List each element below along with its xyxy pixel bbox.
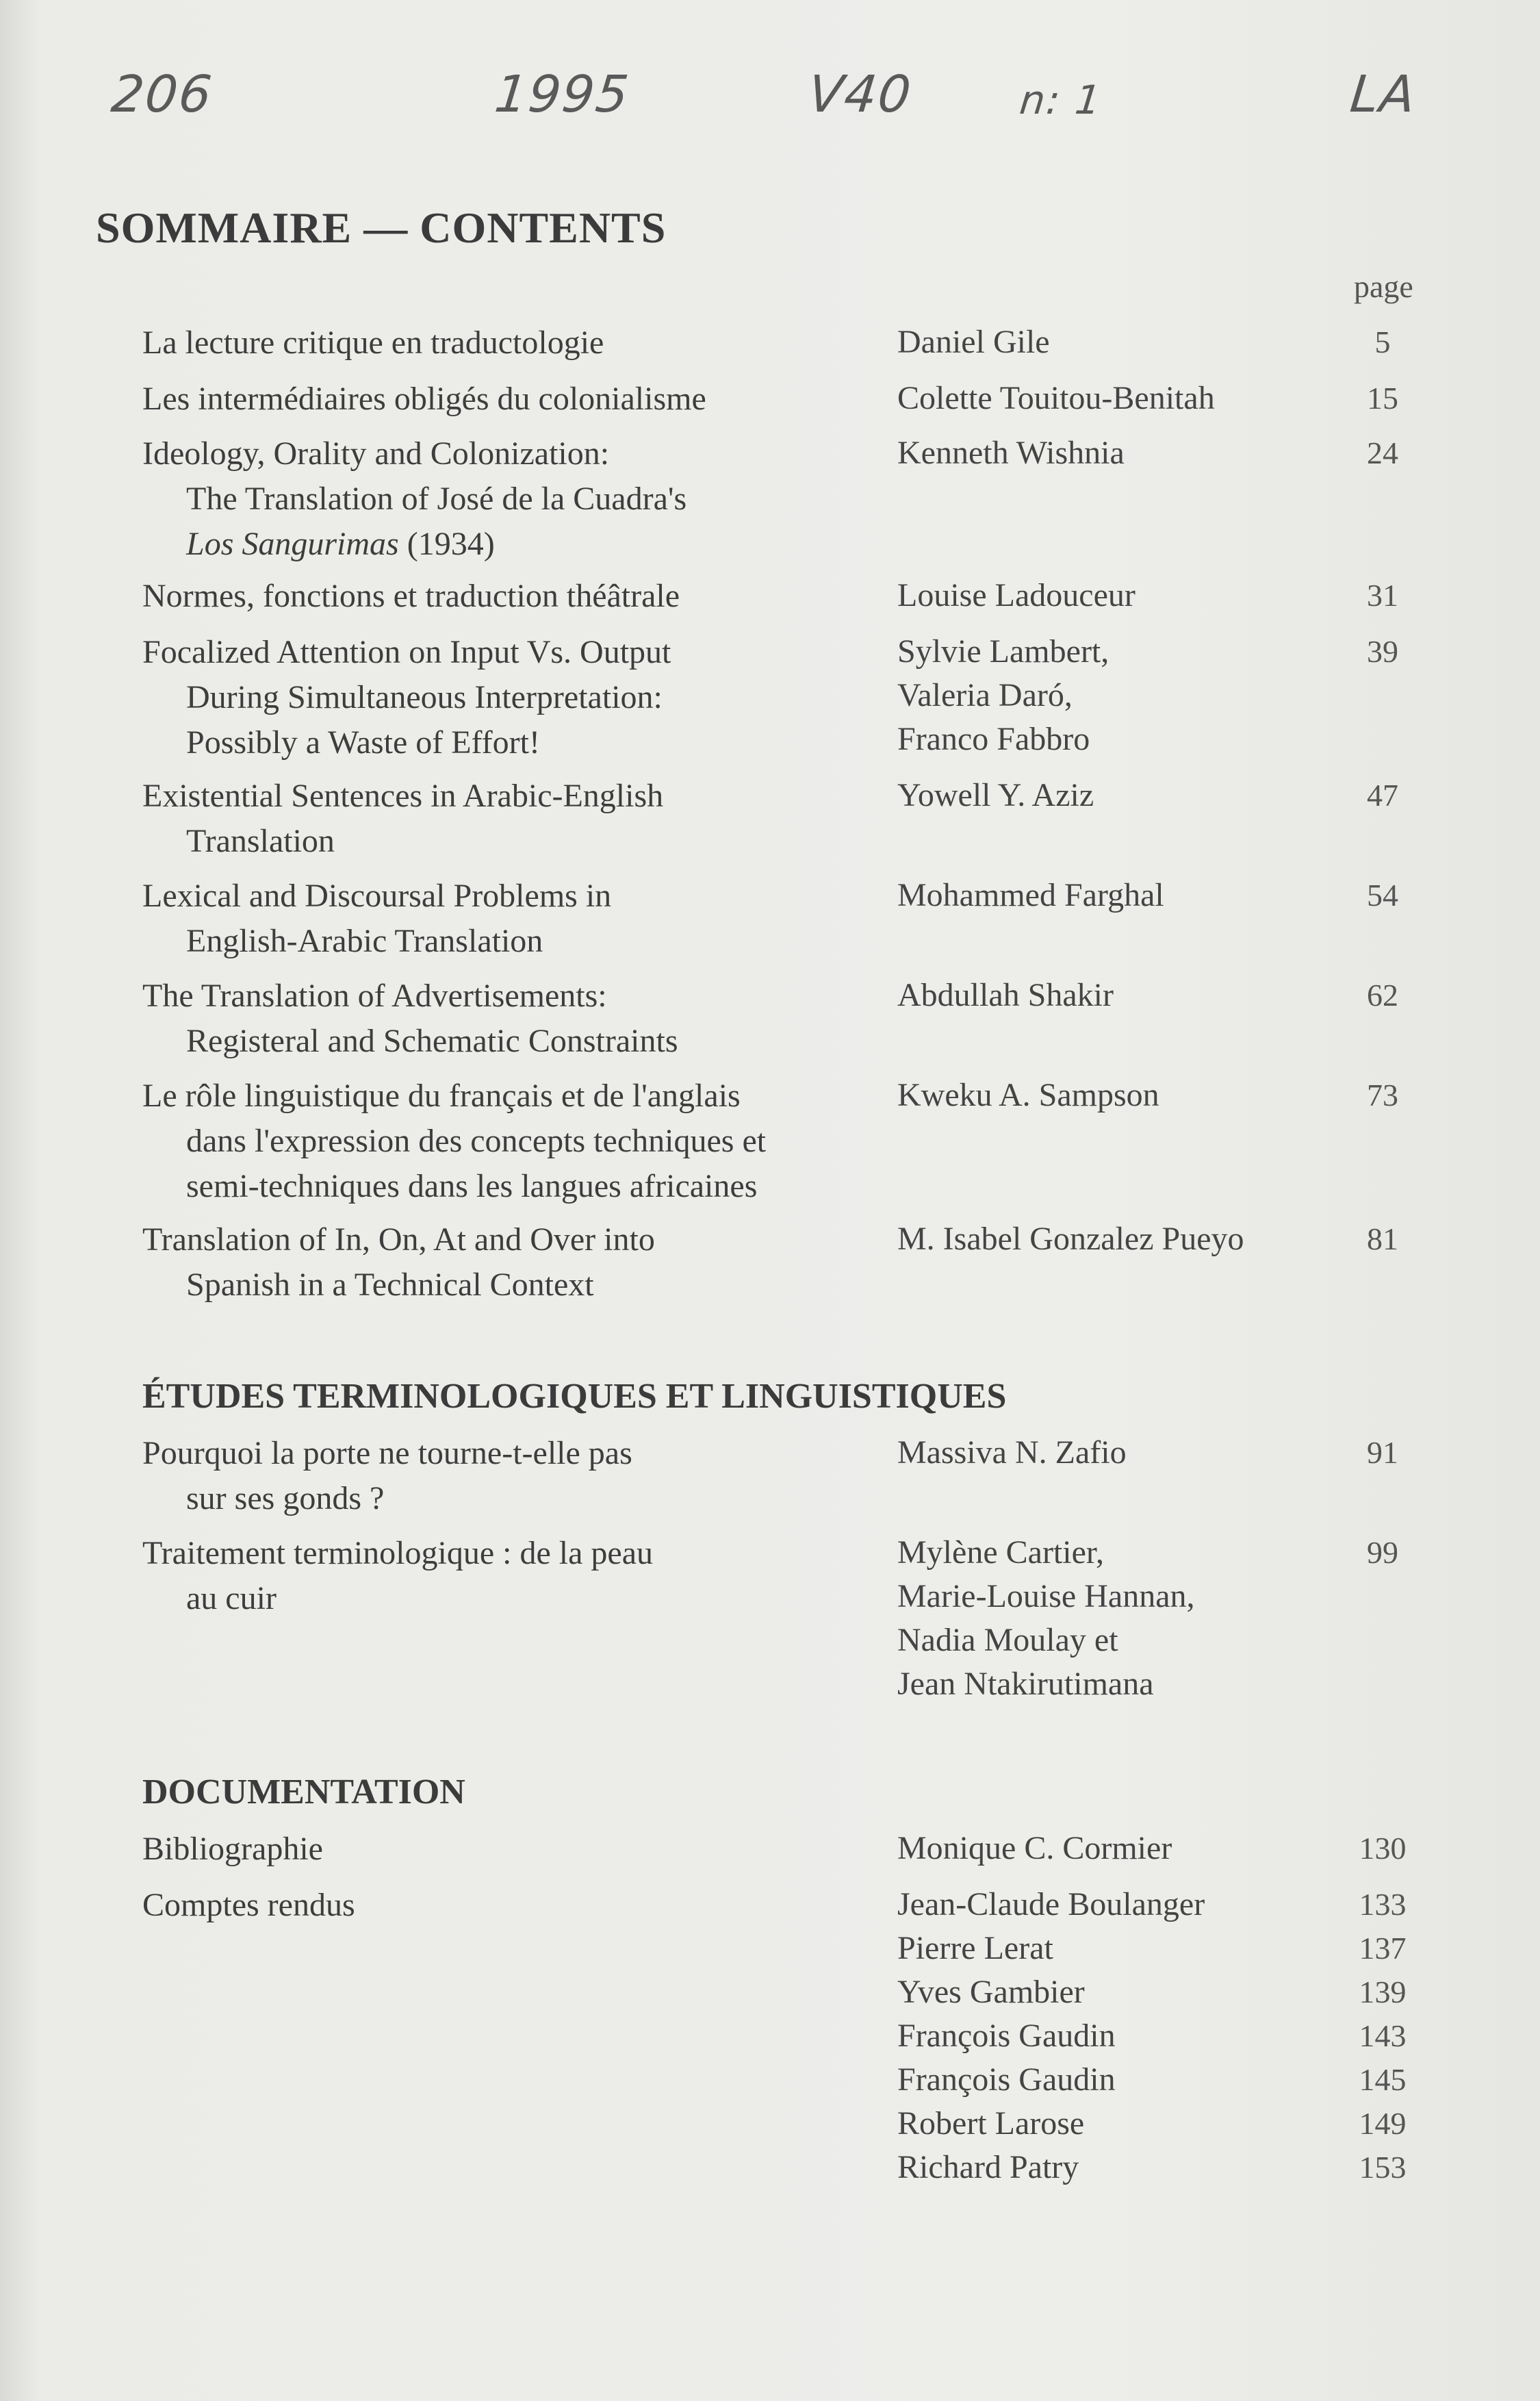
- entry-authors: [897, 431, 1335, 475]
- page-number: 39: [1367, 634, 1398, 669]
- page-number: 153: [1359, 2150, 1407, 2185]
- entry-page: [1342, 320, 1424, 364]
- entry-title: [142, 574, 868, 619]
- page-number: 91: [1367, 1435, 1398, 1470]
- entry-title: [142, 320, 868, 366]
- page-number: 54: [1367, 878, 1398, 913]
- page-number: 133: [1359, 1887, 1407, 1922]
- author: François Gaudin: [897, 2018, 1116, 2054]
- title-line: Translation: [186, 823, 335, 859]
- entry-page: [1342, 630, 1424, 674]
- entry-authors: [897, 1883, 1335, 2189]
- title-line: The Translation of Advertisements:: [142, 978, 607, 1014]
- entry-title: [142, 630, 868, 765]
- page-number: 73: [1367, 1078, 1398, 1113]
- entry-authors: [897, 574, 1335, 618]
- author: Louise Ladouceur: [897, 577, 1135, 613]
- title-line: Traitement terminologique : de la peau: [142, 1535, 654, 1571]
- page-title: SOMMAIRE — CONTENTS: [96, 203, 667, 252]
- author: Richard Patry: [897, 2149, 1079, 2185]
- entry-title: [142, 1883, 868, 1928]
- entry-authors: [897, 874, 1335, 917]
- entry-authors: [897, 1531, 1335, 1706]
- page-number: 137: [1359, 1931, 1407, 1966]
- entry-title: [142, 774, 868, 864]
- title-line: semi-techniques dans les langues africaines: [186, 1168, 758, 1204]
- page-number: 62: [1367, 978, 1398, 1013]
- author: Nadia Moulay et: [897, 1622, 1118, 1658]
- title-line: Focalized Attention on Input Vs. Output: [142, 634, 671, 670]
- page-column-label: page: [1354, 269, 1413, 304]
- title-line: dans l'expression des concepts techniques et: [186, 1123, 767, 1159]
- handwritten-note: V40: [805, 65, 915, 124]
- title-line: Normes, fonctions et traduction théâtrale: [142, 578, 680, 614]
- title-line: Le rôle linguistique du français et de l'anglais: [142, 1078, 741, 1114]
- entry-authors: [897, 377, 1335, 420]
- title-line: English-Arabic Translation: [186, 923, 543, 959]
- entry-page: [1342, 1217, 1424, 1261]
- page-number: 47: [1367, 778, 1398, 813]
- page-number: 149: [1359, 2106, 1407, 2141]
- section-heading: DOCUMENTATION: [142, 1773, 465, 1812]
- title-line: [142, 522, 868, 567]
- author: Monique C. Cormier: [897, 1830, 1172, 1866]
- title-line: Comptes rendus: [142, 1887, 355, 1923]
- author: Mohammed Farghal: [897, 877, 1164, 913]
- handwritten-note: LA: [1347, 65, 1420, 124]
- author: Jean Ntakirutimana: [897, 1666, 1154, 1702]
- page-number: 143: [1359, 2018, 1407, 2053]
- title-line: La lecture critique en traductologie: [142, 325, 604, 361]
- author: Colette Touitou-Benitah: [897, 380, 1215, 416]
- title-line: sur ses gonds ?: [186, 1480, 385, 1516]
- page-number: 139: [1359, 1974, 1407, 2009]
- page-number: 31: [1367, 578, 1398, 613]
- author: M. Isabel Gonzalez Pueyo: [897, 1221, 1244, 1257]
- title-italic: Los Sangurimas: [186, 526, 399, 562]
- title-line: During Simultaneous Interpretation:: [186, 679, 663, 715]
- page-number: 15: [1367, 381, 1398, 416]
- author: Marie-Louise Hannan,: [897, 1578, 1195, 1614]
- entry-authors: [897, 1827, 1335, 1870]
- entry-authors: [897, 1217, 1335, 1261]
- entry-title: [142, 1827, 868, 1872]
- author: Valeria Daró,: [897, 677, 1073, 713]
- entry-page: [1342, 874, 1424, 917]
- handwritten-note: n: 1: [1017, 77, 1105, 123]
- entry-title: [142, 874, 868, 964]
- title-line: au cuir: [186, 1580, 277, 1616]
- author: Sylvie Lambert,: [897, 633, 1109, 670]
- handwritten-note: 1995: [491, 65, 633, 124]
- entry-page: [1342, 1827, 1424, 1870]
- title-line: Les intermédiaires obligés du colonialisme: [142, 381, 706, 417]
- author: Robert Larose: [897, 2105, 1085, 2142]
- title-line: Lexical and Discoursal Problems in: [142, 878, 612, 914]
- entry-title: [142, 1217, 868, 1308]
- entry-title: [142, 1074, 868, 1209]
- entry-title: [142, 377, 868, 422]
- title-line: Pourquoi la porte ne tourne-t-elle pas: [142, 1435, 632, 1471]
- entry-authors: [897, 630, 1335, 761]
- handwritten-note: 206: [108, 65, 216, 124]
- title-line: Bibliographie: [142, 1831, 323, 1867]
- title-line: Registeral and Schematic Constraints: [186, 1023, 678, 1059]
- page-number: 145: [1359, 2062, 1407, 2097]
- entry-title: [142, 1431, 868, 1521]
- entry-authors: [897, 774, 1335, 817]
- entry-page: [1342, 431, 1424, 475]
- title-line: Spanish in a Technical Context: [186, 1267, 594, 1303]
- entry-title: [142, 431, 868, 567]
- entry-authors: [897, 320, 1335, 364]
- page-number: 24: [1367, 435, 1398, 470]
- entry-page: [1342, 377, 1424, 420]
- entry-page: [1342, 1531, 1424, 1575]
- title-line: Possibly a Waste of Effort!: [186, 724, 540, 761]
- author: Kweku A. Sampson: [897, 1077, 1159, 1113]
- author: Franco Fabbro: [897, 721, 1090, 757]
- author: Pierre Lerat: [897, 1930, 1053, 1966]
- title-line: The Translation of José de la Cuadra's: [186, 481, 687, 517]
- entry-page: [1342, 774, 1424, 817]
- author: Jean-Claude Boulanger: [897, 1886, 1205, 1922]
- author: Mylène Cartier,: [897, 1534, 1104, 1571]
- entry-page: [1342, 1431, 1424, 1475]
- page-number: 130: [1359, 1831, 1407, 1866]
- page-number: 5: [1374, 325, 1391, 359]
- entry-page: [1342, 574, 1424, 618]
- author: Yowell Y. Aziz: [897, 777, 1094, 813]
- page-number: 81: [1367, 1221, 1398, 1256]
- title-line: Ideology, Orality and Colonization:: [142, 435, 610, 472]
- author: Abdullah Shakir: [897, 977, 1114, 1013]
- author: Massiva N. Zafio: [897, 1434, 1127, 1471]
- author: François Gaudin: [897, 2061, 1116, 2098]
- title-line: Existential Sentences in Arabic-English: [142, 778, 664, 814]
- entry-title: [142, 1531, 868, 1621]
- entry-authors: [897, 1074, 1335, 1117]
- author: Kenneth Wishnia: [897, 435, 1125, 471]
- section-heading: ÉTUDES TERMINOLOGIQUES ET LINGUISTIQUES: [142, 1377, 1007, 1416]
- entry-page: [1342, 974, 1424, 1017]
- entry-authors: [897, 974, 1335, 1017]
- author: Daniel Gile: [897, 324, 1050, 360]
- title-year: (1934): [407, 526, 495, 562]
- author: Yves Gambier: [897, 1974, 1085, 2010]
- entry-title: [142, 974, 868, 1064]
- entry-authors: [897, 1431, 1335, 1475]
- page-number: 99: [1367, 1535, 1398, 1570]
- title-line: Translation of In, On, At and Over into: [142, 1221, 655, 1258]
- entry-page: [1342, 1883, 1424, 2189]
- entry-page: [1342, 1074, 1424, 1117]
